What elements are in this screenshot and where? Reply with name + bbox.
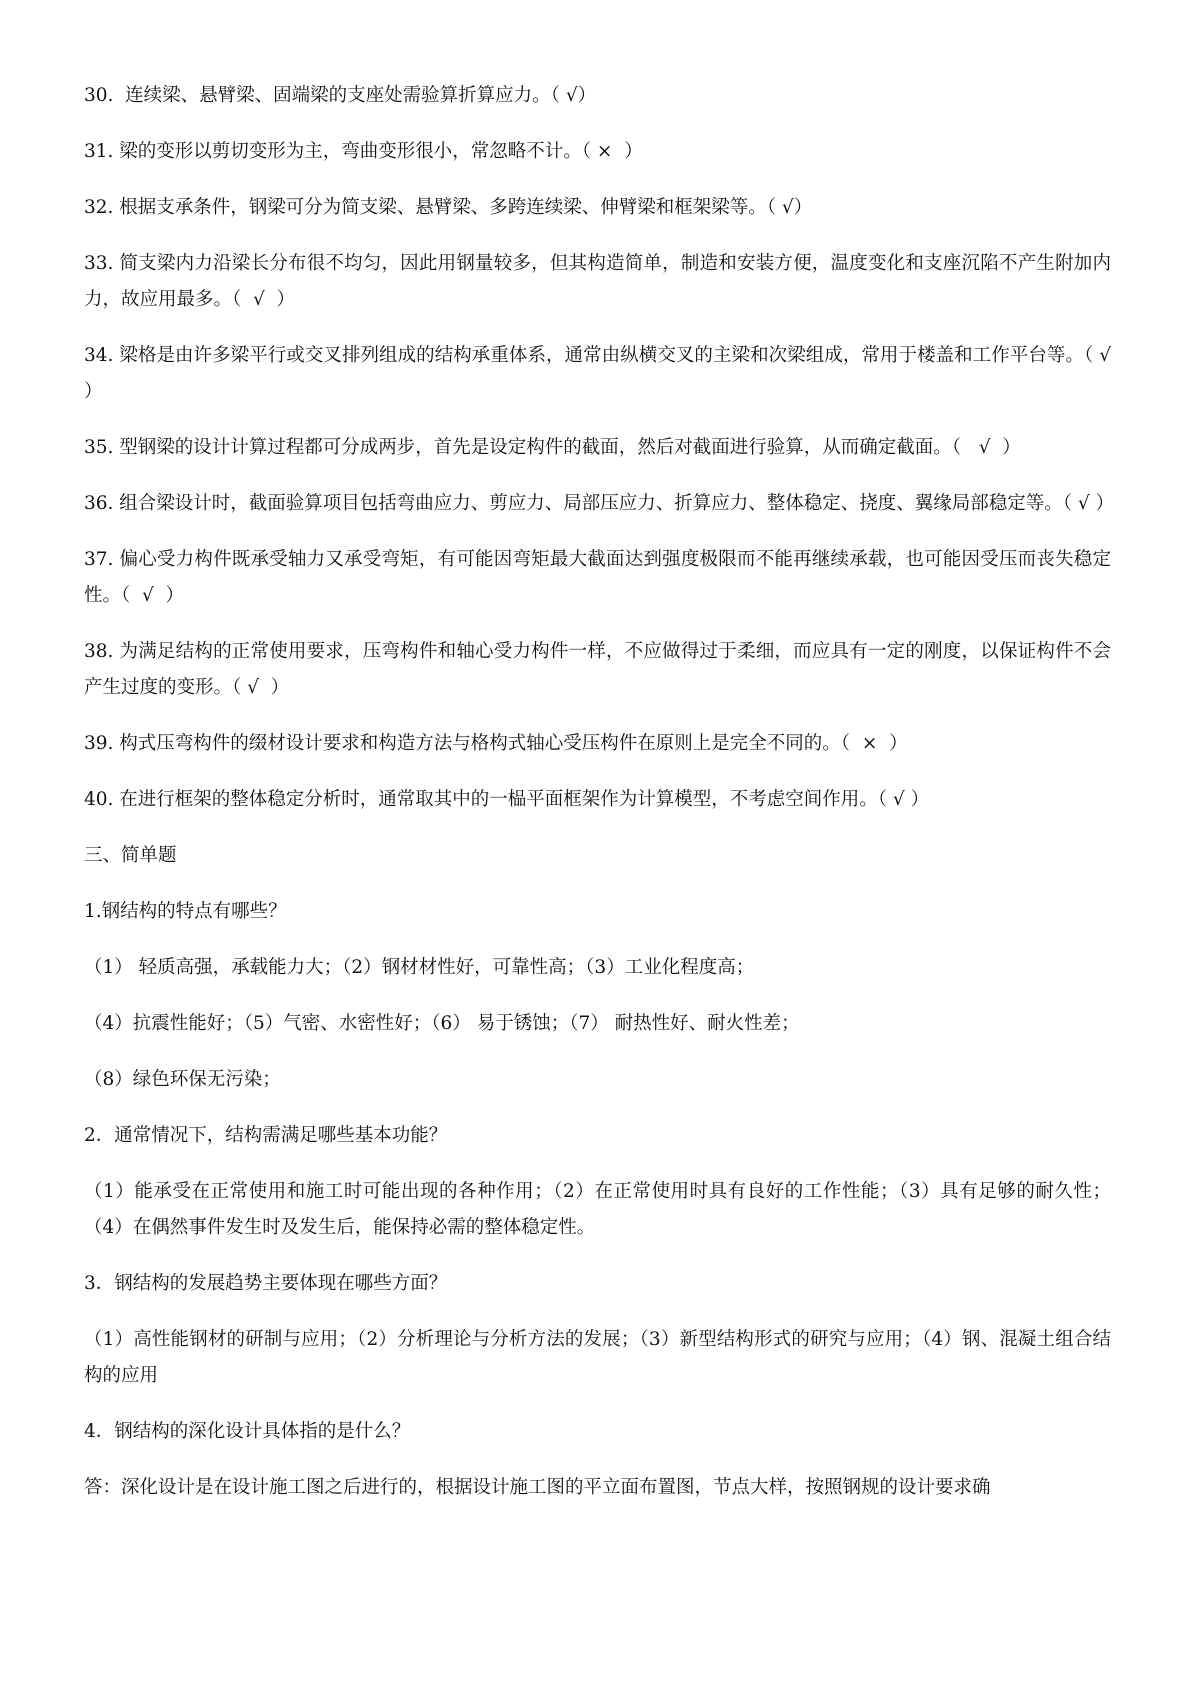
paragraph-q40: 40. 在进行框架的整体稳定分析时，通常取其中的一榀平面框架作为计算模型，不考虑空间作用。（ √ ） — [84, 789, 930, 810]
answer-3: （1）高性能钢材的研制与应用；（2）分析理论与分析方法的发展；（3）新型结构形式的研究与应用；（4）钢、混凝土组合结构的应用 — [84, 1329, 1111, 1386]
paragraph-q36: 36. 组合梁设计时，截面验算项目包括弯曲应力、剪应力、局部压应力、折算应力、整体稳定、挠度、翼缘局部稳定等。（ √ ） — [84, 493, 1115, 514]
paragraph-q37: 37. 偏心受力构件既承受轴力又承受弯矩，有可能因弯矩最大截面达到强度极限而不能再继续承载，也可能因受压而丧失稳定性。（ √ ） — [84, 549, 1111, 606]
answer-1-line-3: （8）绿色环保无污染； — [84, 1069, 281, 1090]
question-3: 3．钢结构的发展趋势主要体现在哪些方面？ — [84, 1273, 448, 1294]
question-1: 1.钢结构的特点有哪些？ — [84, 901, 287, 922]
paragraph-q35: 35. 型钢梁的设计计算过程都可分成两步，首先是设定构件的截面，然后对截面进行验算，从而确定截面。（ √ ） — [84, 437, 1021, 458]
section-heading: 三、简单题 — [84, 845, 177, 866]
paragraph-q32: 32. 根据支承条件，钢梁可分为简支梁、悬臂梁、多跨连续梁、伸臂梁和框架梁等。（ √） — [84, 197, 813, 218]
paragraph-q33: 33. 简支梁内力沿梁长分布很不均匀，因此用钢量较多，但其构造简单，制造和安装方便，温度变化和支座沉陷不产生附加内力，故应用最多。（ √ ） — [84, 253, 1111, 310]
paragraph-q38: 38. 为满足结构的正常使用要求，压弯构件和轴心受力构件一样，不应做得过于柔细，而应具有一定的刚度，以保证构件不会产生过度的变形。（ √ ） — [84, 641, 1111, 698]
answer-4: 答：深化设计是在设计施工图之后进行的，根据设计施工图的平立面布置图，节点大样，按照钢规的设计要求确 — [84, 1477, 991, 1498]
paragraph-q34: 34. 梁格是由许多梁平行或交叉排列组成的结构承重体系，通常由纵横交叉的主梁和次梁组成，常用于楼盖和工作平台等。（ √ ） — [84, 345, 1117, 402]
question-4: 4．钢结构的深化设计具体指的是什么？ — [84, 1421, 411, 1442]
paragraph-q31: 31. 梁的变形以剪切变形为主，弯曲变形很小，常忽略不计。（ × ） — [84, 141, 643, 162]
answer-1-line-1: （1） 轻质高强，承载能力大；（2）钢材材性好，可靠性高；（3）工业化程度高； — [84, 957, 755, 978]
paragraph-q39: 39. 构式压弯构件的缀材设计要求和构造方法与格构式轴心受压构件在原则上是完全不同的。（ × ） — [84, 733, 908, 754]
paragraph-q30: 30. 连续梁、悬臂梁、固端梁的支座处需验算折算应力。（ √） — [84, 85, 597, 106]
answer-1-line-2: （4）抗震性能好；（5）气密、水密性好；（6） 易于锈蚀；（7） 耐热性好、耐火性差； — [84, 1013, 800, 1034]
answer-2: （1）能承受在正常使用和施工时可能出现的各种作用；（2）在正常使用时具有良好的工作性能；（3）具有足够的耐久性；（4）在偶然事件发生时及发生后，能保持必需的整体稳定性。 — [84, 1181, 1111, 1238]
question-2: 2．通常情况下，结构需满足哪些基本功能？ — [84, 1125, 448, 1146]
